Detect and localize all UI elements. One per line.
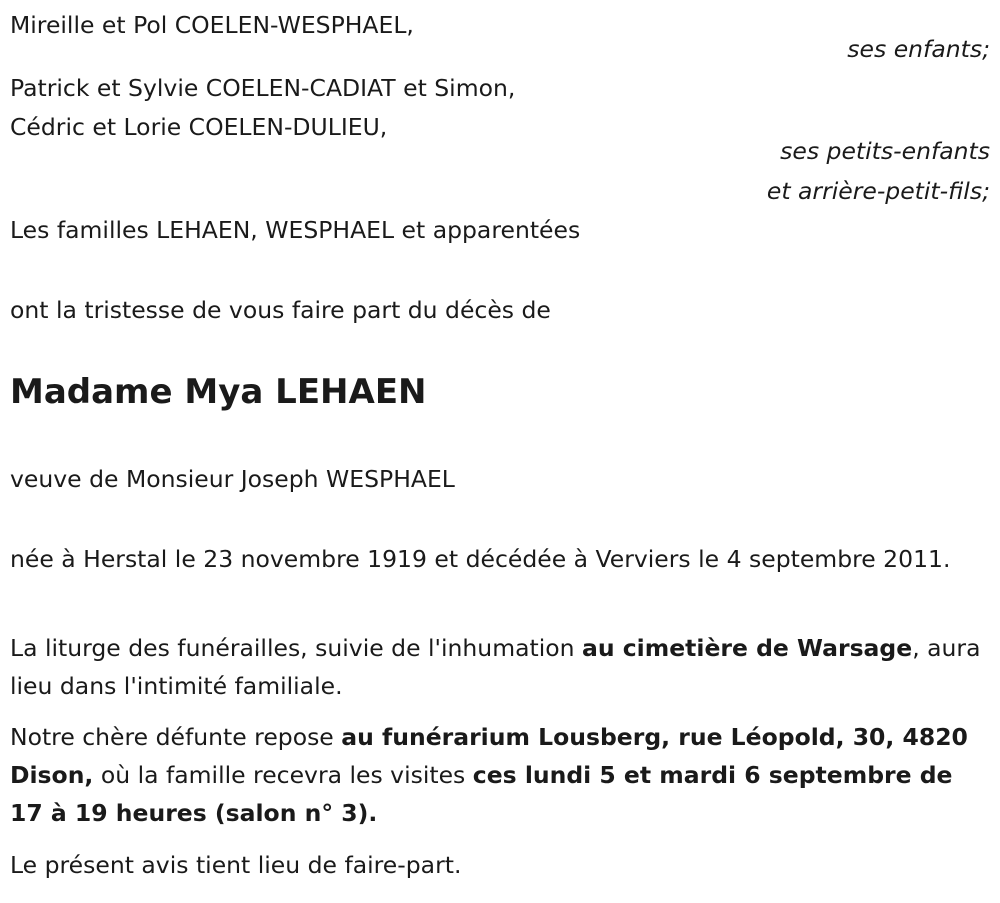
birth-death-paragraph: née à Herstal le 23 novembre 1919 et décédée à Verviers le 4 septembre 2011. — [10, 545, 951, 573]
grandchildren-line-2: Cédric et Lorie COELEN-DULIEU, — [10, 113, 388, 141]
families-line: Les familles LEHAEN, WESPHAEL et apparentées — [10, 216, 581, 244]
funeral-text-a: La liturge des funérailles, suivie de l'inhumation — [10, 634, 582, 662]
announcement-line: ont la tristesse de vous faire part du décès de — [10, 296, 551, 324]
cemetery-location: au cimetière de Warsage — [581, 634, 913, 662]
visitation-paragraph — [10, 718, 990, 832]
visitation-text-a: Notre chère défunte repose — [10, 723, 342, 751]
visitation-times: ces lundi 5 et mardi 6 septembre de 17 à 19 heures (salon n° 3). — [10, 761, 953, 827]
grandchildren-line-1: Patrick et Sylvie COELEN-CADIAT et Simon, — [10, 74, 516, 102]
deceased-name: Madame Mya LEHAEN — [10, 372, 427, 412]
widow-of-line: veuve de Monsieur Joseph WESPHAEL — [10, 465, 455, 493]
funerarium-address: au funérarium Lousberg, rue Léopold, 30, 4820 Dison, — [10, 723, 968, 789]
children-role: ses enfants; — [847, 35, 990, 63]
funeral-paragraph — [10, 629, 990, 705]
funeral-text-c: , aura lieu dans l'intimité familiale. — [10, 634, 981, 700]
closing-line: Le présent avis tient lieu de faire-part. — [10, 851, 462, 879]
children-names: Mireille et Pol COELEN-WESPHAEL, — [10, 11, 414, 39]
grandchildren-role-2: et arrière-petit-fils; — [766, 177, 990, 205]
grandchildren-role-1: ses petits-enfants — [780, 137, 990, 165]
visitation-text-c: où la famille recevra les visites — [93, 761, 473, 789]
